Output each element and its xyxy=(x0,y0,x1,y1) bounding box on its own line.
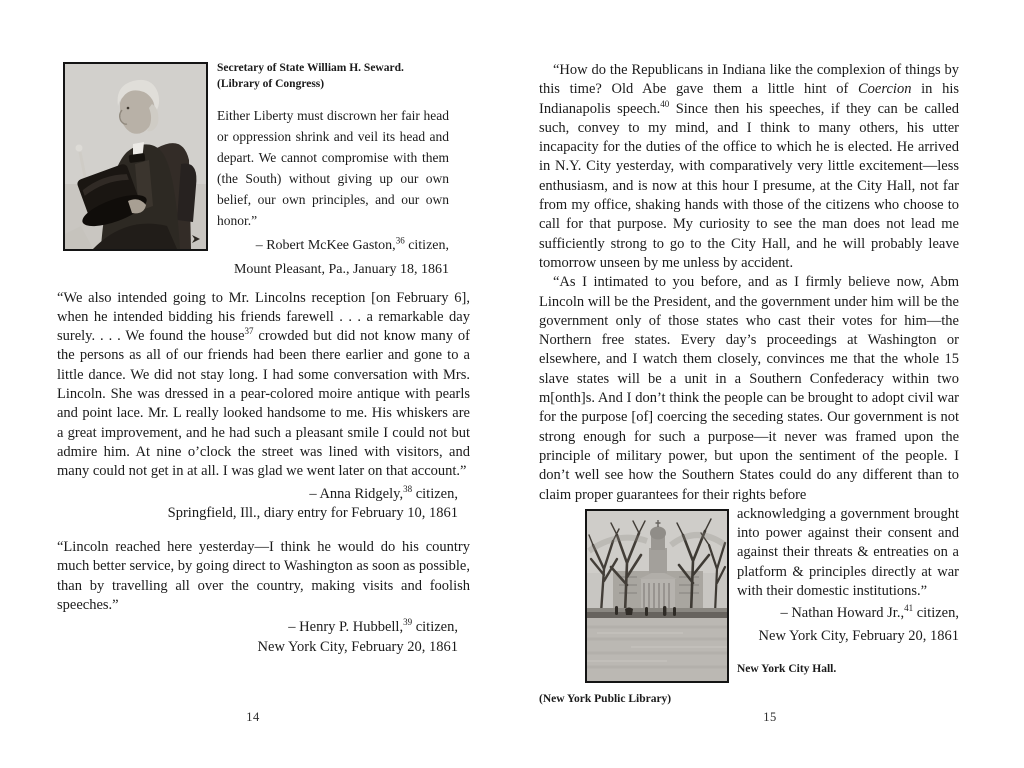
cityhall-figure xyxy=(585,509,725,683)
seward-caption-credit: (Library of Congress) xyxy=(217,77,325,90)
cityhall-caption-credit: (New York Public Library) xyxy=(539,693,672,706)
seward-quote-attribution-line2: Mount Pleasant, Pa., January 18, 1861 xyxy=(233,262,449,278)
hubbell-attribution-line2: New York City, February 20, 1861 xyxy=(257,638,458,655)
hubbell-attribution: – Henry P. Hubbell,$^{39}$ citizen, xyxy=(288,617,458,636)
howard-quote-paragraph-2: “As I intimated to you before, and as I firmly believe now, Abm Lincoln will be the President, and the government under him will be the government only of those states who cast their votes for him—the Northern free states. Every day’s proceedings at Washington or elsewhere, and I watch them closely, convinces me that the whole 15 slave states will be a unit in a Southern Confederacy within two m[onth]s. And I don’t think the people can be brought to adopt civil war for the purpose [of] coercing the seceding states. Our government is not strong enough for such a purpose—it never was framed upon the principle of military power, but upon the sentiment of the people. I don’t well see how the Southern States could do any different than to claim proper guarantees for their rights before xyxy=(539,274,959,503)
seward-side-column xyxy=(217,60,449,280)
howard-quote-paragraph-2-continued: acknowledging a government brought into power against their consent and against their threats & entreaties on a platform & principles directly at war with their domestic institutions.” xyxy=(737,505,959,600)
left-page xyxy=(57,60,470,657)
seward-portrait-image xyxy=(63,62,208,251)
cityhall-wrap-zone xyxy=(539,505,959,707)
right-page xyxy=(539,61,959,707)
ridgely-quote-text: “We also intended going to Mr. Lincolns reception [on February 6], when he intended bidding his friends farewell . . . a remarkable day surely. . . . We found the house$^{37}$ crowded but did not know many of the persons as all of our friends had been there earlier and gone to a little dance. We did not stay long. I had some conversation with Mrs. Lincoln. She was dressed in a pear-colored moire antique with pearls and point lace. Mr. L really looked handsome to me. His whiskers are a great improvement, and he had such a pleasant smile I could not but admire him. At nine o’clock the street was lined with visitors, and many could not get in at all. I was glad we went later on that account.” xyxy=(57,289,470,480)
page-number-right: 15 xyxy=(763,710,777,724)
cityhall-caption-title: New York City Hall. xyxy=(737,662,837,675)
city-hall-image xyxy=(585,509,729,683)
hubbell-quote-text: “Lincoln reached here yesterday—I think he would do his country much better service, by going direct to Washington as soon as possible, than by travelling all over the country, making visits and foolish speeches.” xyxy=(57,539,470,614)
howard-attribution-line2: New York City, February 20, 1861 xyxy=(758,627,959,644)
ridgely-attribution: – Anna Ridgely,$^{38}$ citizen, xyxy=(309,483,458,502)
ridgely-attribution-line2: Springfield, Ill., diary entry for February 10, 1861 xyxy=(167,504,458,521)
seward-quote-text: Either Liberty must discrown her fair head or oppression shrink and veil its head and depart. We cannot compromise with them (the South) without giving up our own belief, our own principles, and our own honor.” xyxy=(217,108,449,228)
seward-caption-title: Secretary of State William H. Seward. xyxy=(217,62,404,74)
seward-figure xyxy=(63,62,204,251)
howard-quote-paragraph-1: “How do the Republicans in Indiana like the complexion of things by this time? Old Abe gave them a little hint of Coercion in his Indianapolis speech.$^{40}$ Since then his speeches, if they can be called such, convey to my mind, and I think to many others, his utter incapacity for the duties of the office to which he is elected. He arrived in N.Y. City yesterday, with comparatively very little excitement—less enthusiasm, and is now at this hour I presume, at the City Hall, not far from my office, shaking hands with those of the citizens who choose to call for that purpose. My curiosity to see the man does not lead me sufficiently strong to go to the City Hall, and he will probably leave tomorrow unseen by me unless by accident. xyxy=(539,62,959,271)
seward-quote-attribution: – Robert McKee Gaston,$^{36}$ citizen, xyxy=(255,235,449,253)
page-number-left: 14 xyxy=(246,710,260,724)
howard-attribution: – Nathan Howard Jr.,$^{41}$ citizen, xyxy=(780,603,959,622)
